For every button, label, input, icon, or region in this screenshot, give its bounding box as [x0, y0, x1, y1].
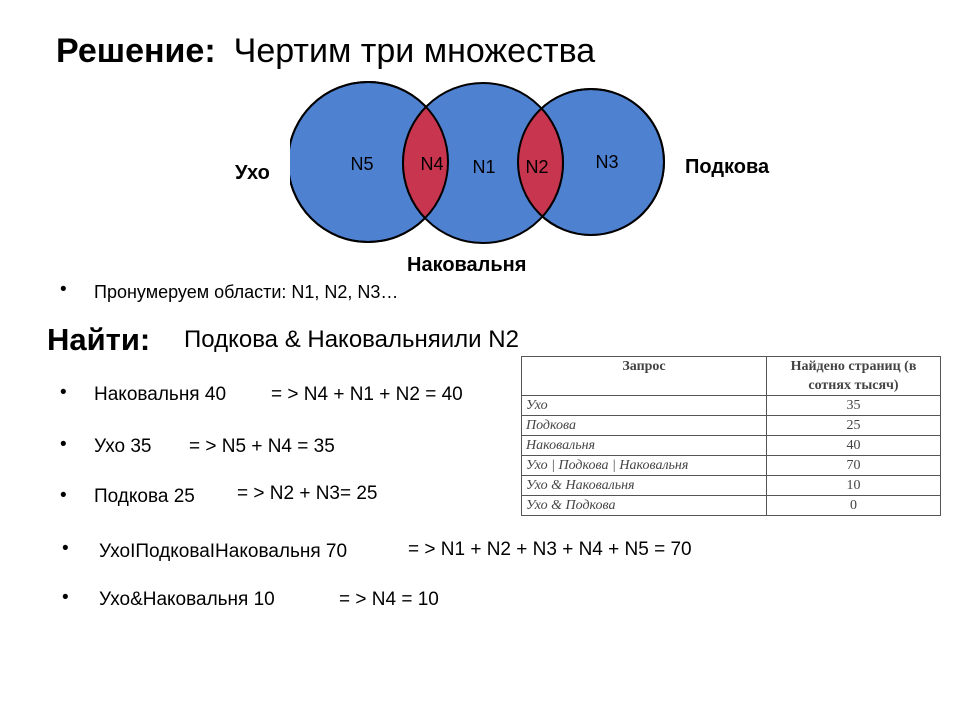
table-row: [522, 396, 941, 416]
equation-left: Наковальня 40: [94, 384, 227, 405]
table-row: [522, 416, 941, 436]
query-table: [521, 356, 941, 516]
region-n4: N4: [420, 154, 444, 174]
equation-right: = > N4 + N1 + N2 = 40: [271, 384, 463, 405]
bullet-dot: •: [60, 279, 67, 300]
bullet-dot: •: [60, 434, 67, 455]
equation-right: = > N4 = 10: [339, 589, 439, 610]
column-header-query: Запрос: [522, 357, 767, 396]
region-n5: N5: [350, 154, 374, 174]
cell-query: Ухо: [522, 396, 767, 416]
region-n3: N3: [595, 152, 619, 172]
cell-query: Наковальня: [522, 436, 767, 456]
page-title: [56, 32, 595, 71]
label-bottom-set: Наковальня: [407, 254, 527, 276]
table-row: [522, 456, 941, 476]
cell-query: Подкова: [522, 416, 767, 436]
bullet-dot: •: [60, 485, 67, 506]
bullet-dot: •: [62, 538, 69, 559]
equation-left: Подкова 25: [94, 486, 195, 507]
find-text: Подкова & Наковальняили N2: [184, 326, 519, 353]
cell-count: 70: [767, 456, 941, 476]
column-header-pages: Найдено страниц (в сотнях тысяч): [767, 357, 941, 396]
equation-right: = > N2 + N3= 25: [237, 483, 378, 504]
find-heading: Найти:: [47, 322, 151, 357]
cell-query: Ухо & Наковальня: [522, 476, 767, 496]
title-rest: Чертим три множества: [233, 32, 596, 70]
bullet-enumerate: Пронумеруем области: N1, N2, N3…: [94, 282, 399, 302]
table-header-row: [522, 357, 941, 396]
bullet-dot: •: [62, 587, 69, 608]
region-n2: N2: [525, 157, 549, 177]
cell-query: Ухо & Подкова: [522, 496, 767, 516]
region-n1: N1: [472, 157, 496, 177]
table-row: [522, 496, 941, 516]
cell-count: 0: [767, 496, 941, 516]
bullet-dot: •: [60, 382, 67, 403]
label-left-set: Ухо: [235, 162, 270, 184]
venn-diagram: [290, 78, 680, 258]
equation-right: = > N1 + N2 + N3 + N4 + N5 = 70: [408, 539, 692, 560]
equation-right: = > N5 + N4 = 35: [189, 436, 335, 457]
cell-count: 10: [767, 476, 941, 496]
cell-query: Ухо | Подкова | Наковальня: [522, 456, 767, 476]
equation-left: УхоIПодковаIНаковальня 70: [99, 541, 348, 562]
table-row: [522, 476, 941, 496]
cell-count: 35: [767, 396, 941, 416]
cell-count: 25: [767, 416, 941, 436]
equation-left: Ухо&Наковальня 10: [99, 589, 275, 610]
title-bold: Решение:: [56, 32, 216, 70]
equation-left: Ухо 35: [94, 436, 152, 457]
cell-count: 40: [767, 436, 941, 456]
label-right-set: Подкова: [685, 156, 770, 178]
table-row: [522, 436, 941, 456]
